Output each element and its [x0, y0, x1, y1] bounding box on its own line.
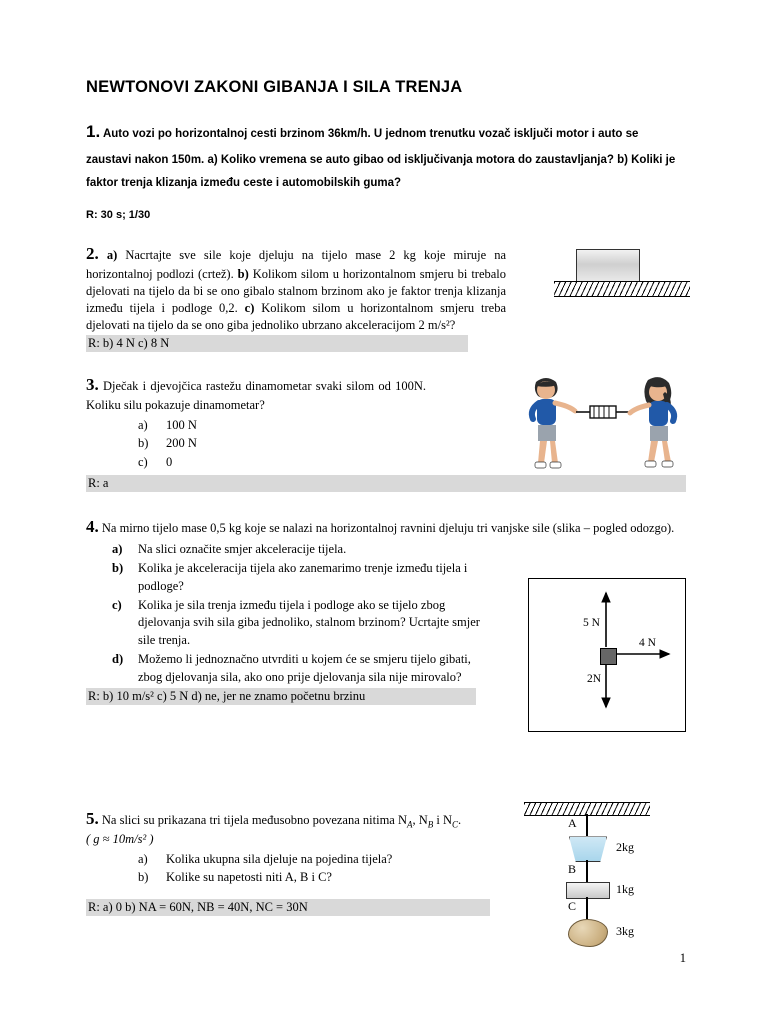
question-2-text-b: Kolikom silom u horizontalnom smjeru bi trebalo djelovati na tijelo da bi se ono gibalo stalnom brzinom ako je faktor trenja klizanja između tijela i podloge 0,2.	[86, 266, 507, 315]
question-2	[86, 243, 682, 352]
question-4	[86, 516, 682, 746]
figure-hanging-bodies	[524, 802, 674, 982]
question-5-options	[86, 850, 682, 886]
rope-b-label: B	[568, 862, 577, 877]
question-5-text-dot: .	[458, 813, 462, 828]
option-text-b: Kolika je akceleracija tijela ako zanemarimo trenje između tijela i podloge?	[138, 561, 468, 593]
option-label-c: c)	[138, 454, 148, 469]
question-2-text-a: Nacrtajte sve sile koje djeluju na tijelo mase 2 kg koje miruje na horizontalnoj podlozi (crtež).	[86, 248, 507, 281]
question-5-text-end: i N	[433, 813, 453, 828]
question-4-answer: R: b) 10 m/s² c) 5 N d) ne, jer ne znamo početnu brzinu	[86, 688, 476, 705]
option-label-a: a)	[112, 542, 123, 557]
list-item	[112, 541, 498, 559]
figure-hatched-ground	[554, 281, 690, 297]
option-text-a: Na slici označite smjer akceleracije tijela.	[138, 542, 347, 557]
question-2-label-b: b)	[237, 266, 249, 281]
option-label-b: b)	[112, 561, 124, 576]
figure-block-on-surface	[554, 247, 690, 319]
option-label-c: c)	[112, 597, 122, 612]
question-5-sub-b: B	[427, 819, 434, 830]
list-item	[138, 434, 682, 452]
question-5	[86, 808, 682, 988]
question-3	[86, 374, 682, 492]
list-item	[112, 560, 498, 596]
option-label-d: d)	[112, 651, 124, 666]
question-5-text: Na slici su prikazana tri tijela međusobno povezana nitima N	[101, 813, 407, 828]
figure-body	[600, 648, 617, 665]
option-label-b: b)	[138, 436, 149, 451]
mass-1-label: 2kg	[616, 840, 634, 855]
question-5-text-mid: , N	[412, 813, 428, 828]
question-2-number: 2.	[86, 244, 99, 263]
list-item	[138, 453, 682, 471]
option-text-b: 200 N	[166, 436, 197, 451]
question-5-condition: ( g ≈ 10m/s² )	[86, 832, 154, 847]
rope-c	[586, 897, 588, 919]
question-5-sub-c: C	[452, 819, 459, 830]
question-1-answer: R: 30 s; 1/30	[86, 209, 151, 221]
option-text-b: Kolike su napetosti niti A, B i C?	[166, 870, 332, 885]
figure-three-forces	[528, 578, 686, 732]
option-label-a: a)	[138, 418, 148, 433]
question-3-options	[86, 416, 682, 470]
question-5-answer: R: a) 0 b) NA = 60N, NB = 40N, NC = 30N	[86, 899, 490, 916]
mass-2-label: 1kg	[616, 882, 634, 897]
option-text-c: Kolika je sila trenja između tijela i podloge ako se tijelo zbog djelovanja svih sila giba jednoliko, stalnom brzinom? Ucrtajte smjer sile trenja.	[138, 597, 480, 648]
rope-a	[586, 814, 588, 836]
question-2-label-a: a)	[106, 248, 118, 262]
list-item	[112, 597, 498, 650]
question-5-sub-a: A	[407, 819, 413, 830]
mass-3-label: 3kg	[616, 924, 634, 939]
list-item	[112, 651, 498, 687]
option-label-b: b)	[138, 870, 149, 885]
rope-c-label: C	[568, 899, 577, 914]
force-right-label: 4 N	[639, 637, 656, 650]
option-text-a: Kolika ukupna sila djeluje na pojedina tijela?	[166, 852, 393, 867]
page-number: 1	[679, 951, 686, 965]
list-item	[138, 868, 682, 886]
question-4-options	[86, 541, 498, 686]
question-1-text: Auto vozi po horizontalnoj cesti brzinom 36km/h. U jednom trenutku vozač isključi motor i auto se zaustavi nakon 150m. a) Koliko vremena se auto gibao od isključivanja motora do zaustavljanja? b) Koliki je faktor trenja klizanja između ceste i automobilskih guma?	[86, 128, 676, 189]
figure-block	[576, 249, 640, 283]
option-text-d: Možemo li jednoznačno utvrditi u kojem će se smjeru tijelo gibati, zbog djelovanja sila, ako ono prije djelovanja sila nije mirovalo?	[138, 651, 471, 684]
document-content	[86, 78, 682, 994]
question-1	[86, 115, 682, 221]
rope-a-label: A	[568, 816, 577, 831]
question-2-text-c: Kolikom silom u horizontalnom smjeru treba djelovati na tijelo da se ono giba jednoliko ubrzano akceleracijom 2 m/s²?	[86, 300, 507, 332]
question-4-text: Na mirno tijelo mase 0,5 kg koje se nalazi na horizontalnoj ravnini djeluju tri vanjske sile (slika – pogled odozgo).	[101, 521, 675, 536]
page-title: NEWTONOVI ZAKONI GIBANJA I SILA TRENJA	[86, 78, 463, 96]
question-3-answer: R: a	[86, 475, 686, 492]
question-3-number: 3.	[86, 375, 99, 395]
list-item	[138, 850, 682, 868]
question-2-label-c: c)	[244, 300, 255, 315]
list-item	[138, 416, 682, 434]
question-3-text: Dječak i djevojčica rastežu dinamometar svaki silom od 100N. Koliku silu pokazuje dinamometar?	[86, 379, 426, 413]
question-1-number: 1.	[86, 122, 101, 141]
question-2-answer: R: b) 4 N c) 8 N	[86, 335, 468, 352]
question-4-number: 4.	[86, 517, 99, 537]
body-rock	[568, 919, 608, 947]
force-up-label: 5 N	[583, 617, 600, 630]
question-5-number: 5.	[86, 809, 99, 829]
option-text-a: 100 N	[166, 418, 197, 433]
option-label-a: a)	[138, 852, 148, 867]
option-text-c: 0	[166, 454, 173, 469]
force-down-label: 2N	[587, 673, 602, 686]
